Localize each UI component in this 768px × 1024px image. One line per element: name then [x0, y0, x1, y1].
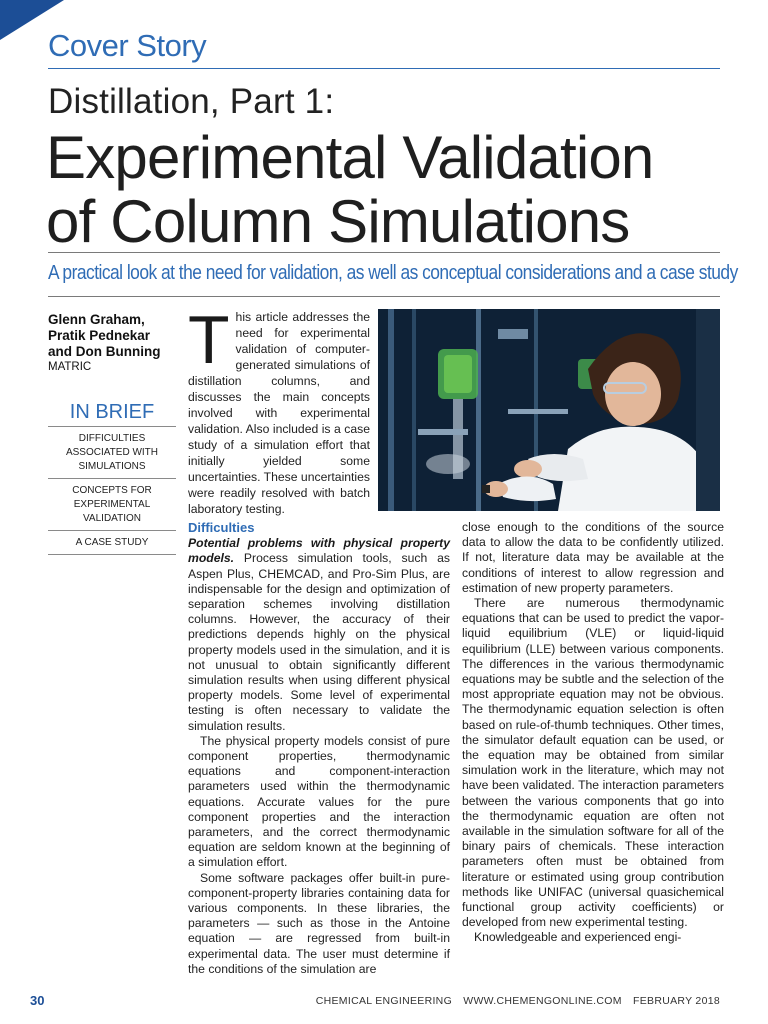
- article-deck: A practical look at the need for validation, as well as conceptual considerations and a case study: [48, 262, 738, 284]
- in-brief-item: A CASE STUDY: [48, 531, 176, 555]
- top-rule: [48, 68, 720, 69]
- author-line: Pratik Pednekar: [48, 328, 151, 343]
- running-footer: [308, 995, 720, 1007]
- in-brief-item: DIFFICULTIES ASSOCIATED WITH SIMULATIONS: [48, 427, 176, 479]
- headline-rule: [48, 252, 720, 253]
- website-link[interactable]: WWW.CHEMENGONLINE.COM: [463, 995, 622, 1007]
- author-block: [48, 312, 180, 374]
- body-column-left: [188, 520, 450, 977]
- headline-line-2: of Column Simulations: [46, 188, 630, 255]
- section-label: Cover Story: [48, 28, 207, 63]
- deck-rule: [48, 296, 720, 297]
- section-heading: Difficulties: [188, 520, 255, 535]
- page-number: 30: [30, 993, 45, 1008]
- article-headline: [46, 126, 736, 254]
- publication-name: CHEMICAL ENGINEERING: [315, 995, 453, 1007]
- in-brief-item: CONCEPTS FOR EXPERIMENTAL VALIDATION: [48, 479, 176, 531]
- body-paragraph: [188, 536, 450, 734]
- in-brief-title: IN BRIEF: [48, 400, 176, 427]
- paragraph-text: Process simulation tools, such as Aspen Plus, CHEMCAD, and Pro-Sim Plus, are indispensable for the design and optimization of separation schemes involving distillation columns. However, the accuracy of their predictions depends highly on the physical property models used in the simulation, and it is not unusual to obtain significantly different simulation results when using different physical property models. Some level of experimental testing is often necessary to validate the simulation results.: [188, 551, 450, 733]
- author-line: and Don Bunning: [48, 344, 161, 359]
- headline-line-1: Experimental Validation: [46, 124, 654, 191]
- intro-paragraph: [188, 302, 371, 517]
- body-paragraph: The physical property models consist of pure component properties, thermodynamic equations and component-interaction parameters used within the thermodynamic equations. Accurate values for the pure component properties and the interaction parameters, and the correct thermodynamic equation are seldom known at the beginning of a simulation effort.: [188, 733, 450, 870]
- body-paragraph: Some software packages offer built-in pure-component-property libraries containing data for various components. In these libraries, the parameters — such as those in the Antoine equation — are regressed from built-in experimental data. The user must determine if the conditions of the simulation are: [188, 870, 450, 976]
- paragraph-lead-in: Potential problems with physical property models.: [188, 536, 450, 566]
- intro-text: his article addresses the need for experimental validation of computer-generated simulations of distillation columns, and discusses the main concepts involved with experimental validation. Also included is a case study of a simulation effort that initially yielded some uncertainties. These uncertainties were readily resolved with batch laboratory testing.: [188, 310, 371, 516]
- body-paragraph: Knowledgeable and experienced engi-: [474, 930, 682, 945]
- body-paragraph: close enough to the conditions of the source data to allow the data to be confidently utilized. If not, literature data may be available at the conditions of interest to allow regression and estimation of new property parameters.: [462, 520, 724, 595]
- author-affiliation: MATRIC: [48, 361, 92, 373]
- lab-photo-illustration: [378, 309, 720, 511]
- issue-date: FEBRUARY 2018: [633, 995, 720, 1007]
- body-column-right: [462, 520, 724, 946]
- author-line: Glenn Graham,: [48, 312, 145, 327]
- lab-photo: [378, 309, 720, 511]
- in-brief-box: [48, 400, 176, 555]
- drop-cap: T: [188, 302, 230, 378]
- body-paragraph: There are numerous thermodynamic equations that can be used to predict the vapor-liquid equilibrium (VLE) or liquid-liquid equilibrium (LLE) between various components. The differences in the various thermodynamic equations may be subtle and the selection of the most appropriate equation may not be obvious. The thermodynamic equation selection is often based on rule-of-thumb techniques. Other times, the simulator default equation can be used, or the equation may be obtained from similar simulation work in the literature, which may not have been validated. The interaction parameters between the various components that go into the thermodynamic equation are often not available in the simulation software for all of the binary pairs of chemicals. These interaction parameters often must be obtained from literature or estimated using group contribution methods like UNIFAC (universal quasichemical functional group activity coefficients) or developed from new experimental testing.: [462, 596, 724, 930]
- headline-kicker: Distillation, Part 1:: [48, 82, 335, 121]
